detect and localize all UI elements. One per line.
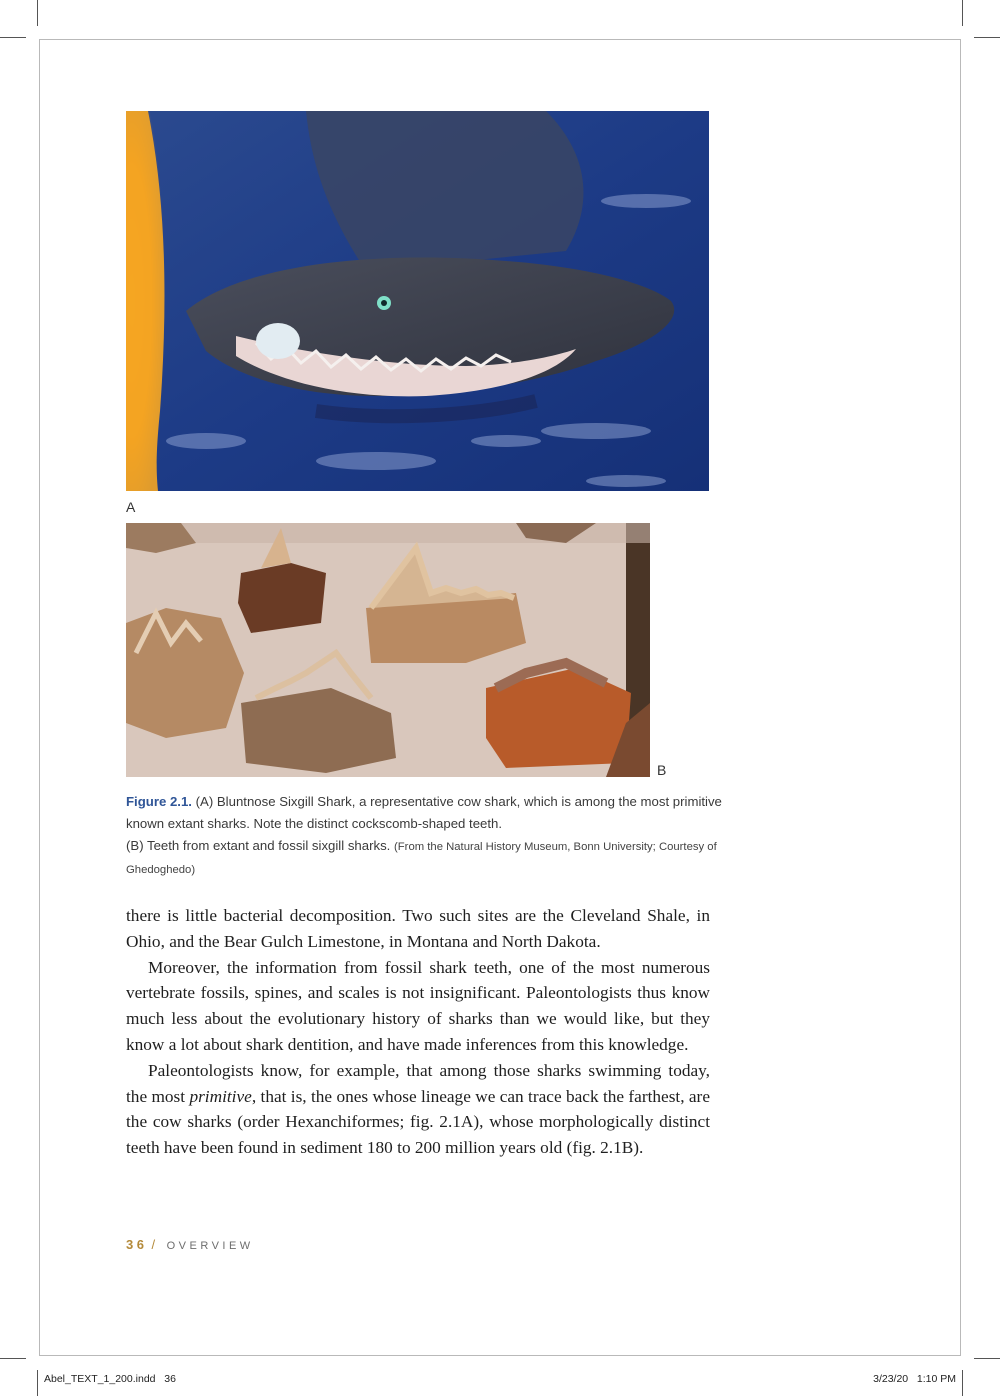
paragraph-text: , that is, the ones whose lineage we can trace back the farthest, are the cow sharks (order Hexanchiformes; fig. 2.1A), whose morphologically distinct teeth have been found in sediment 180 to 200 million years old (fig. 2.1B). (126, 1086, 710, 1158)
body-text (126, 903, 710, 1161)
paragraph-text: Paleontologists know, for example, that among those sharks swimming today, the most (126, 1060, 710, 1106)
shark-photo (126, 111, 709, 491)
paragraph: there is little bacterial decomposition. Two such sites are the Cleveland Shale, in Ohio, and the Bear Gulch Limestone, in Montana and North Dakota. (126, 906, 710, 951)
page-number: 36 (126, 1237, 148, 1252)
panel-b-label: B (657, 762, 667, 778)
crop-mark (974, 1358, 1000, 1359)
caption-credit: (From the Natural History Museum, Bonn University; Courtesy of Ghedoghedo) (126, 841, 717, 876)
figure-caption (126, 791, 726, 881)
paragraph (126, 1058, 710, 1161)
panel-a-label: A (126, 499, 136, 515)
crop-mark (0, 37, 26, 38)
caption-part-b: (B) Teeth from extant and fossil sixgill sharks. (126, 838, 391, 853)
slug-datetime: 3/23/20 1:10 PM (873, 1373, 956, 1385)
crop-mark (962, 0, 963, 26)
fossil-teeth-photo (126, 523, 650, 777)
caption-part-a: (A) Bluntnose Sixgill Shark, a representative cow shark, which is among the most primitive known extant sharks. Note the distinct cockscomb-shaped teeth. (126, 794, 722, 831)
paragraph: Moreover, the information from fossil shark teeth, one of the most numerous vertebrate fossils, spines, and scales is not insignificant. Paleontologists thus know much less about the evolutionary history of sharks than we would like, but they know a lot about shark dentition, and have made inferences from this knowledge. (126, 957, 710, 1054)
footer-separator: / (151, 1237, 159, 1252)
crop-mark (37, 1370, 38, 1396)
figure-number: Figure 2.1. (126, 794, 192, 809)
crop-mark (962, 1370, 963, 1396)
running-section-title: OVERVIEW (166, 1240, 254, 1252)
slug-filename: Abel_TEXT_1_200.indd 36 (44, 1373, 176, 1385)
crop-mark (0, 1358, 26, 1359)
crop-mark (37, 0, 38, 26)
page-footer (126, 1237, 254, 1252)
crop-mark (974, 37, 1000, 38)
emphasis-text: primitive (189, 1086, 252, 1106)
